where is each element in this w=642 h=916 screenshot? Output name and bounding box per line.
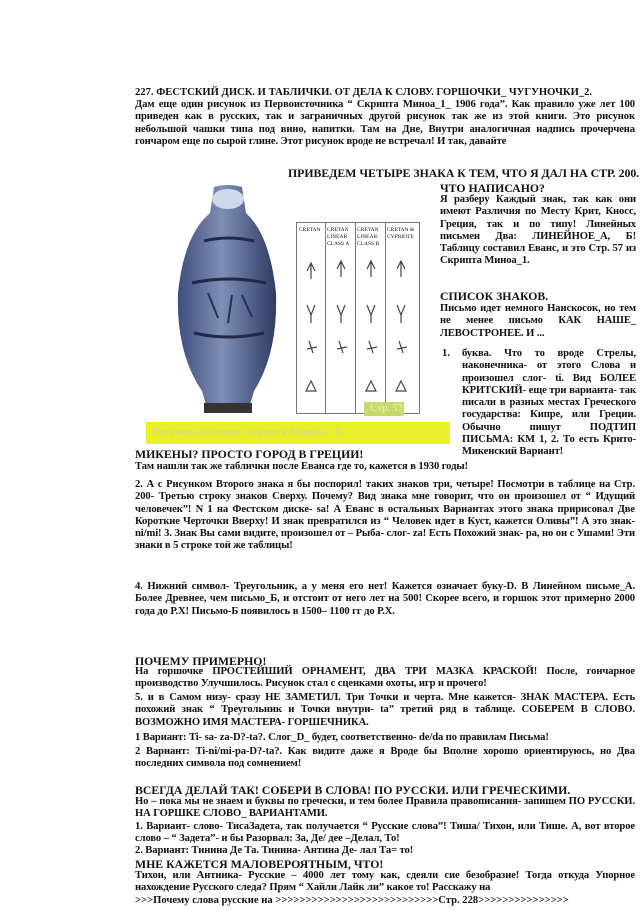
body-paragraph-5: На горшочке ПРОСТЕЙШИЙ ОРНАМЕНТ, ДВА ТРИ МАЗКА КРАСКОЙ! После, гончарное производство Улучшилось. Рисунок стал с сценками охоты, игр и прочего!: [135, 666, 635, 690]
always-do-heading: ВСЕГДА ДЕЛАЙ ТАК! СОБЕРИ В СЛОВА! ПО РУССКИ. ИЛИ ГРЕЧЕСКИМИ.: [135, 783, 571, 797]
sign-list-heading: СПИСОК ЗНАКОВ.: [440, 289, 549, 303]
body-paragraph-1: Там нашли так же таблички после Еванса где то, кажется в 1930 годы!: [135, 461, 468, 472]
body-paragraph-2: 2. А с Рисунком Второго знака я бы поспорил! таких знаков три, четыре! Посмотри в таблице на Стр. 200- Третью строку знаков Сверху. Почему? Вид знака мне говорит, что он произошел от “ Идущий человечек”! N 1 на Фестском диске- sa! А Еванс в остальных Вариантах этого знака пририсовал Две Короткие Черточки Вверху! И знак превратился из “ Человек идет в Куст, кажется Оливы”! А это знак- ni/mi! 3. Знак Вы сами видите, произошел от – Рыба- слог- za! Есть Похожий знак- ра, но он с Ушами! Эти знаки в 5 строке той же таблицы!: [135, 479, 635, 552]
right-column-text: Я разберу Каждый знак, так как они имеют Различия по Месту Крит, Кносс, Греция, так и по типу! Линейных письмен Два: ЛИНЕЙНОЕ_А, Б! Таблицу составил Еванс, и это Стр. 57 из Скрипта Миноа_1.: [440, 194, 636, 267]
mycenae-heading: МИКЕНЫ? ПРОСТО ГОРОД В ГРЕЦИИ!: [135, 447, 364, 461]
option-1: 1. Вариант- слово- ТисаЗадета, так получается “ Русские слова”! Тиша/ Тихон, или Тише. А, вот второе слово – “ Задета”- и бы Разорвал: За, Де/ дее –Делал, То!: [135, 821, 635, 845]
subheading-four-signs: ПРИВЕДЕМ ЧЕТЫРЕ ЗНАКА К ТЕМ, ЧТО Я ДАЛ НА СТР. 200.: [288, 166, 640, 180]
approximately-heading: ПОЧЕМУ ПРИМЕРНО!: [135, 654, 267, 668]
table-col-1-header: CRETAN: [299, 227, 321, 233]
list-number-1: 1.: [442, 348, 450, 359]
section-heading: 227. ФЕСТСКИЙ ДИСК. И ТАБЛИЧКИ. ОТ ДЕЛА К СЛОВУ. ГОРШОЧКИ_ ЧУГУНОЧКИ_2.: [135, 87, 593, 98]
table-col-2-header: CRETAN LINEAR CLASS A: [327, 227, 350, 247]
source-badge: [364, 402, 404, 416]
variant-2: 2 Вариант: Ti-ni/mi-pa-D?-ta?. Как видите даже я Вроде бы Вполне хорошо ориентируюсь, но Два последних символа под сомнением!: [135, 746, 635, 770]
script-comparison-table: [296, 222, 420, 414]
body-paragraph-8: Тихон, или Антинка- Русские – 4000 лет тому как, сдеяли сие безобразие! Тогда откуда Упорное нахождение Русского следа? Прям “ Хайли Лайк ли” какое то! Расскажу на: [135, 870, 635, 894]
what-written-heading: ЧТО НАПИСАНО?: [440, 181, 545, 195]
sign-1-description: буква. Что то вроде Стрелы, наконечника- от этого Слова и произошел слог- ti. Вид БОЛЕЕ КРИТСКИЙ- еще три варианта- так писали в разных местах Греческого государства: Кипре, или Греции. Обычно пишут ПОДТИП ПИСЬМА: КМ 1, 2. То есть Крито-Микенский Вариант!: [462, 348, 636, 458]
variant-1: 1 Вариант: Ti- sa- za-D?-ta?. Слог_D_ будет, соответственно- de/da по правилам Письма!: [135, 732, 549, 743]
table-col-4-header: CRETAN & CYPRIOTE: [387, 227, 415, 240]
intro-paragraph: Дам еще один рисунок из Первоисточника “ Скрипта Миноа_1_ 1906 года”. Как правило уже лет 100 приведен как в русских, так и заграничных другой рисунок так же из этой книги. Это рисунок небольшой чашки типа под вино, напитки. Там на Дне, Внутри аналогичная надпись прочерчена гончаром еще по сырой глине. Этот рисунок вроде не встречал! И так, давайте: [135, 99, 635, 147]
footer-link: >>>Почему слова русские на >>>>>>>>>>>>>>>>>>>>>>>>>>>Стр. 228>>>>>>>>>>>>>>>: [135, 895, 569, 906]
body-paragraph-3: 4. Нижний символ- Треугольник, а у меня его нет! Кажется означает буку-D. В Линейном письме_А. Более Древнее, чем письмо_Б, и отстоит от него лет на 500! Скорее всего, и горшок этот примерно 2000 года до Р.Х! Письмо-Б появилось в 1500– 1100 гг до Р.Х.: [135, 581, 635, 617]
figure-caption-highlight: [146, 422, 450, 444]
body-paragraph-7: Но – пока мы не знаем и буквы по гречески, и тем более Правила правописания- запишем ПО РУССКИ. НА ГОРШКЕ СЛОВО_ ВАРИАНТАМИ.: [135, 796, 635, 820]
unlikely-heading: МНЕ КАЖЕТСЯ МАЛОВЕРОЯТНЫМ, ЧТО!: [135, 857, 384, 871]
option-2: 2. Вариант: Тинина Де Та. Тинина- Антина Де- лал Та= то!: [135, 845, 414, 856]
figure-caption-text: Рисунок из книги Скрипта Миноа – 1.: [152, 426, 343, 438]
body-paragraph-6: 5. и в Самом низу- сразу НЕ ЗАМЕТИЛ. Три Точки и черта. Мне кажется- ЗНАК МАСТЕРА. Есть похожий знак “ Треугольник и Точки внутри- ta” третий ряд в таблице. СОБЕРЕМ В СЛОВО. ВОЗМОЖНО ИМЯ МАСТЕРА- ГОРШЕЧНИКА.: [135, 692, 635, 728]
vase-image: [170, 183, 285, 415]
table-col-3-header: CRETAN LINEAR CLASS B: [357, 227, 380, 247]
writing-direction-text: Письмо идет немного Наискосок, но тем не менее письмо КАК НАШЕ_ ЛЕВОСТРОНЕЕ. И ...: [440, 303, 636, 339]
source-badge-text: Стр. 57.: [370, 403, 406, 414]
